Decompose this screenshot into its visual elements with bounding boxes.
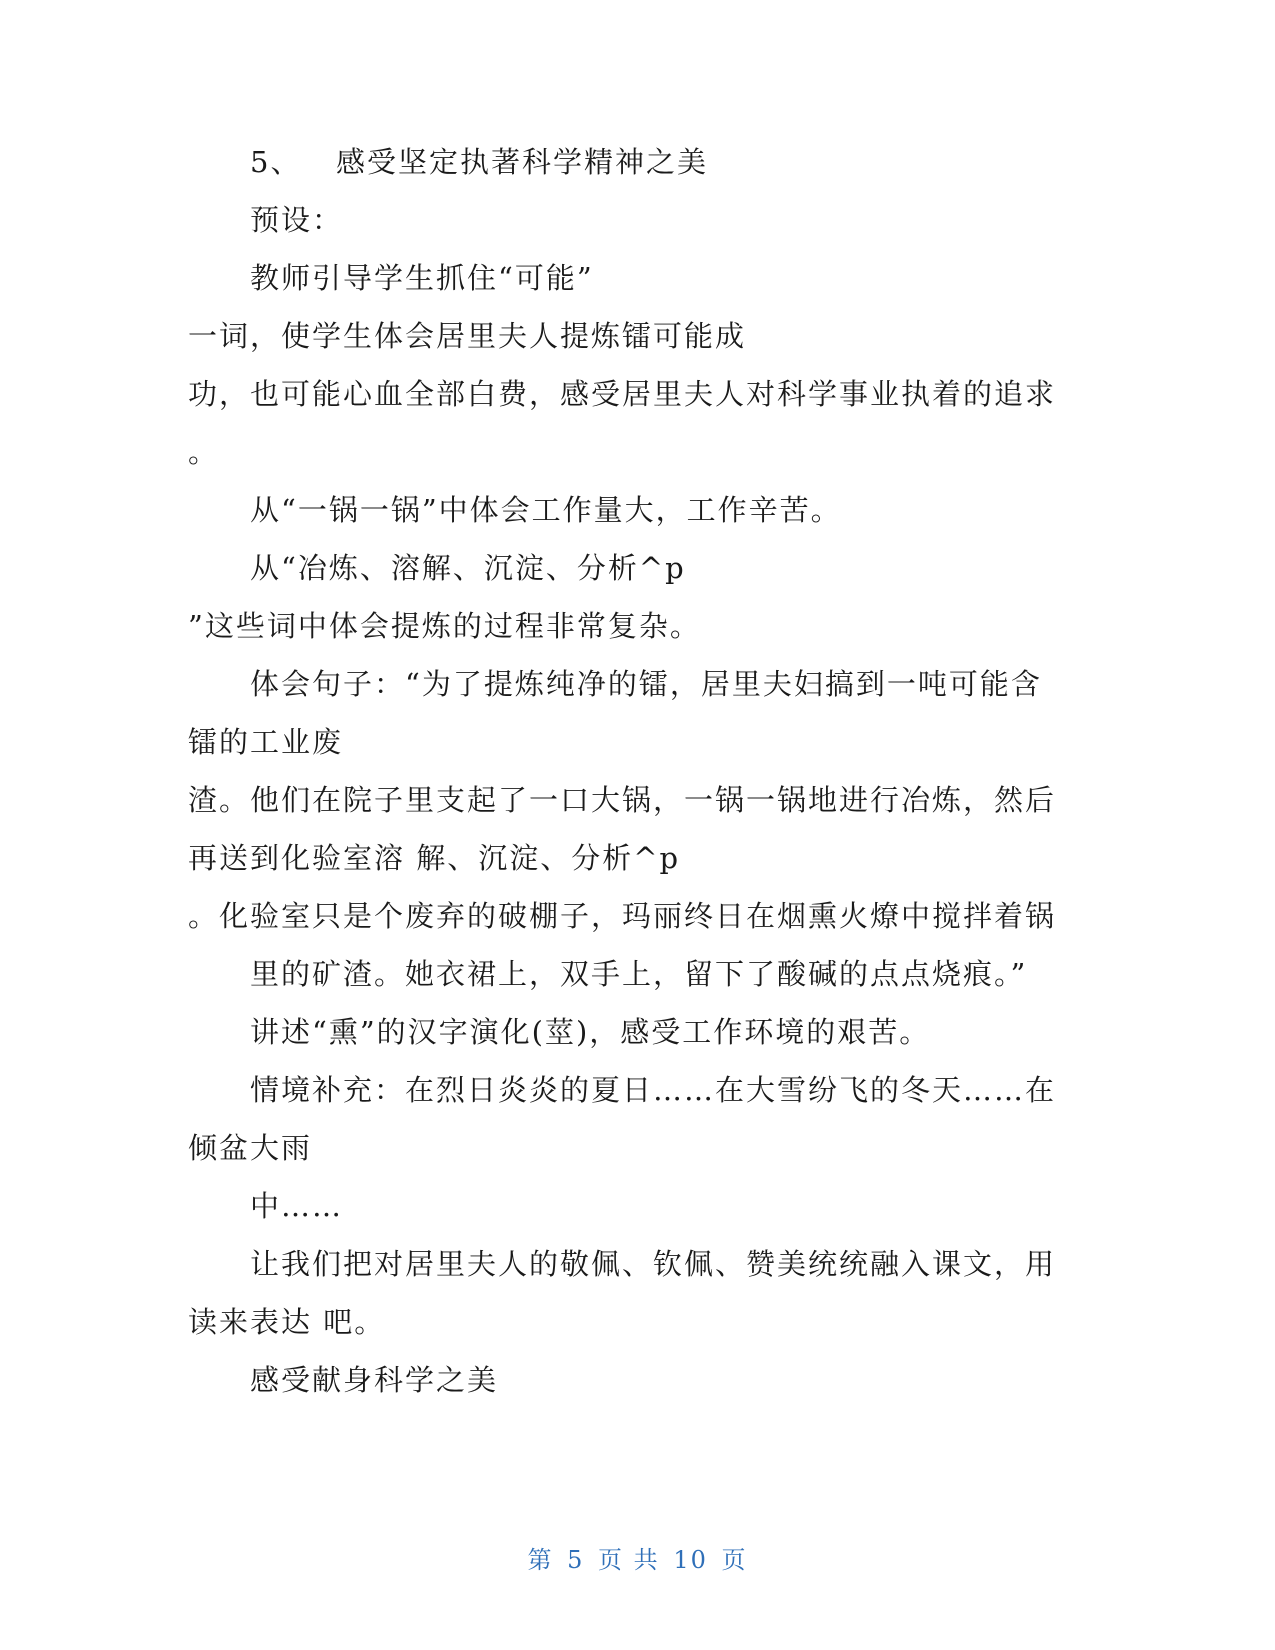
paragraph-line: 一词，使学生体会居里夫人提炼镭可能成	[188, 319, 747, 353]
paragraph-line: 镭的工业废	[188, 725, 344, 759]
section-number: 5、	[250, 145, 302, 179]
section-heading	[250, 142, 708, 182]
footer-middle: 页 共	[598, 1546, 660, 1574]
page-footer	[0, 1544, 1275, 1576]
paragraph-line: 中……	[250, 1189, 344, 1223]
paragraph-line: 预设：	[250, 203, 344, 237]
footer-prefix: 第	[527, 1546, 554, 1574]
paragraph-line: 讲述“熏”的汉字演化(莖)，感受工作环境的艰苦。	[250, 1015, 931, 1049]
paragraph-line: 让我们把对居里夫人的敬佩、钦佩、赞美统统融入课文，用	[250, 1247, 1057, 1281]
paragraph-line: ”这些词中体会提炼的过程非常复杂。	[188, 609, 701, 643]
paragraph-line: 。化验室只是个废弃的破棚子，玛丽终日在烟熏火燎中搅拌着锅	[188, 899, 1057, 933]
paragraph-line: 感受献身科学之美	[250, 1363, 499, 1397]
paragraph-line: 再送到化验室溶 解、沉淀、分析^p	[188, 841, 681, 875]
paragraph-line: 功，也可能心血全部白费，感受居里夫人对科学事业执着的追求	[188, 377, 1057, 411]
paragraph-line: 情境补充：在烈日炎炎的夏日……在大雪纷飞的冬天……在	[250, 1073, 1057, 1107]
paragraph-line: 渣。他们在院子里支起了一口大锅，一锅一锅地进行冶炼，然后	[188, 783, 1057, 817]
current-page-number: 5	[567, 1546, 585, 1574]
paragraph-line: 倾盆大雨	[188, 1131, 313, 1165]
total-page-number: 10	[673, 1546, 708, 1574]
paragraph-line: 从“一锅一锅”中体会工作量大，工作辛苦。	[250, 493, 842, 527]
section-title: 感受坚定执著科学精神之美	[336, 145, 709, 179]
paragraph-line: 教师引导学生抓住“可能”	[250, 261, 594, 295]
paragraph-line: 。	[188, 435, 220, 469]
paragraph-line: 从“冶炼、溶解、沉淀、分析^p	[250, 551, 686, 585]
paragraph-line: 体会句子：“为了提炼纯净的镭，居里夫妇搞到一吨可能含	[250, 667, 1042, 701]
footer-suffix: 页	[721, 1546, 748, 1574]
paragraph-line: 里的矿渣。她衣裙上，双手上，留下了酸碱的点点烧痕。”	[250, 957, 1028, 991]
paragraph-line: 读来表达 吧。	[188, 1305, 386, 1339]
